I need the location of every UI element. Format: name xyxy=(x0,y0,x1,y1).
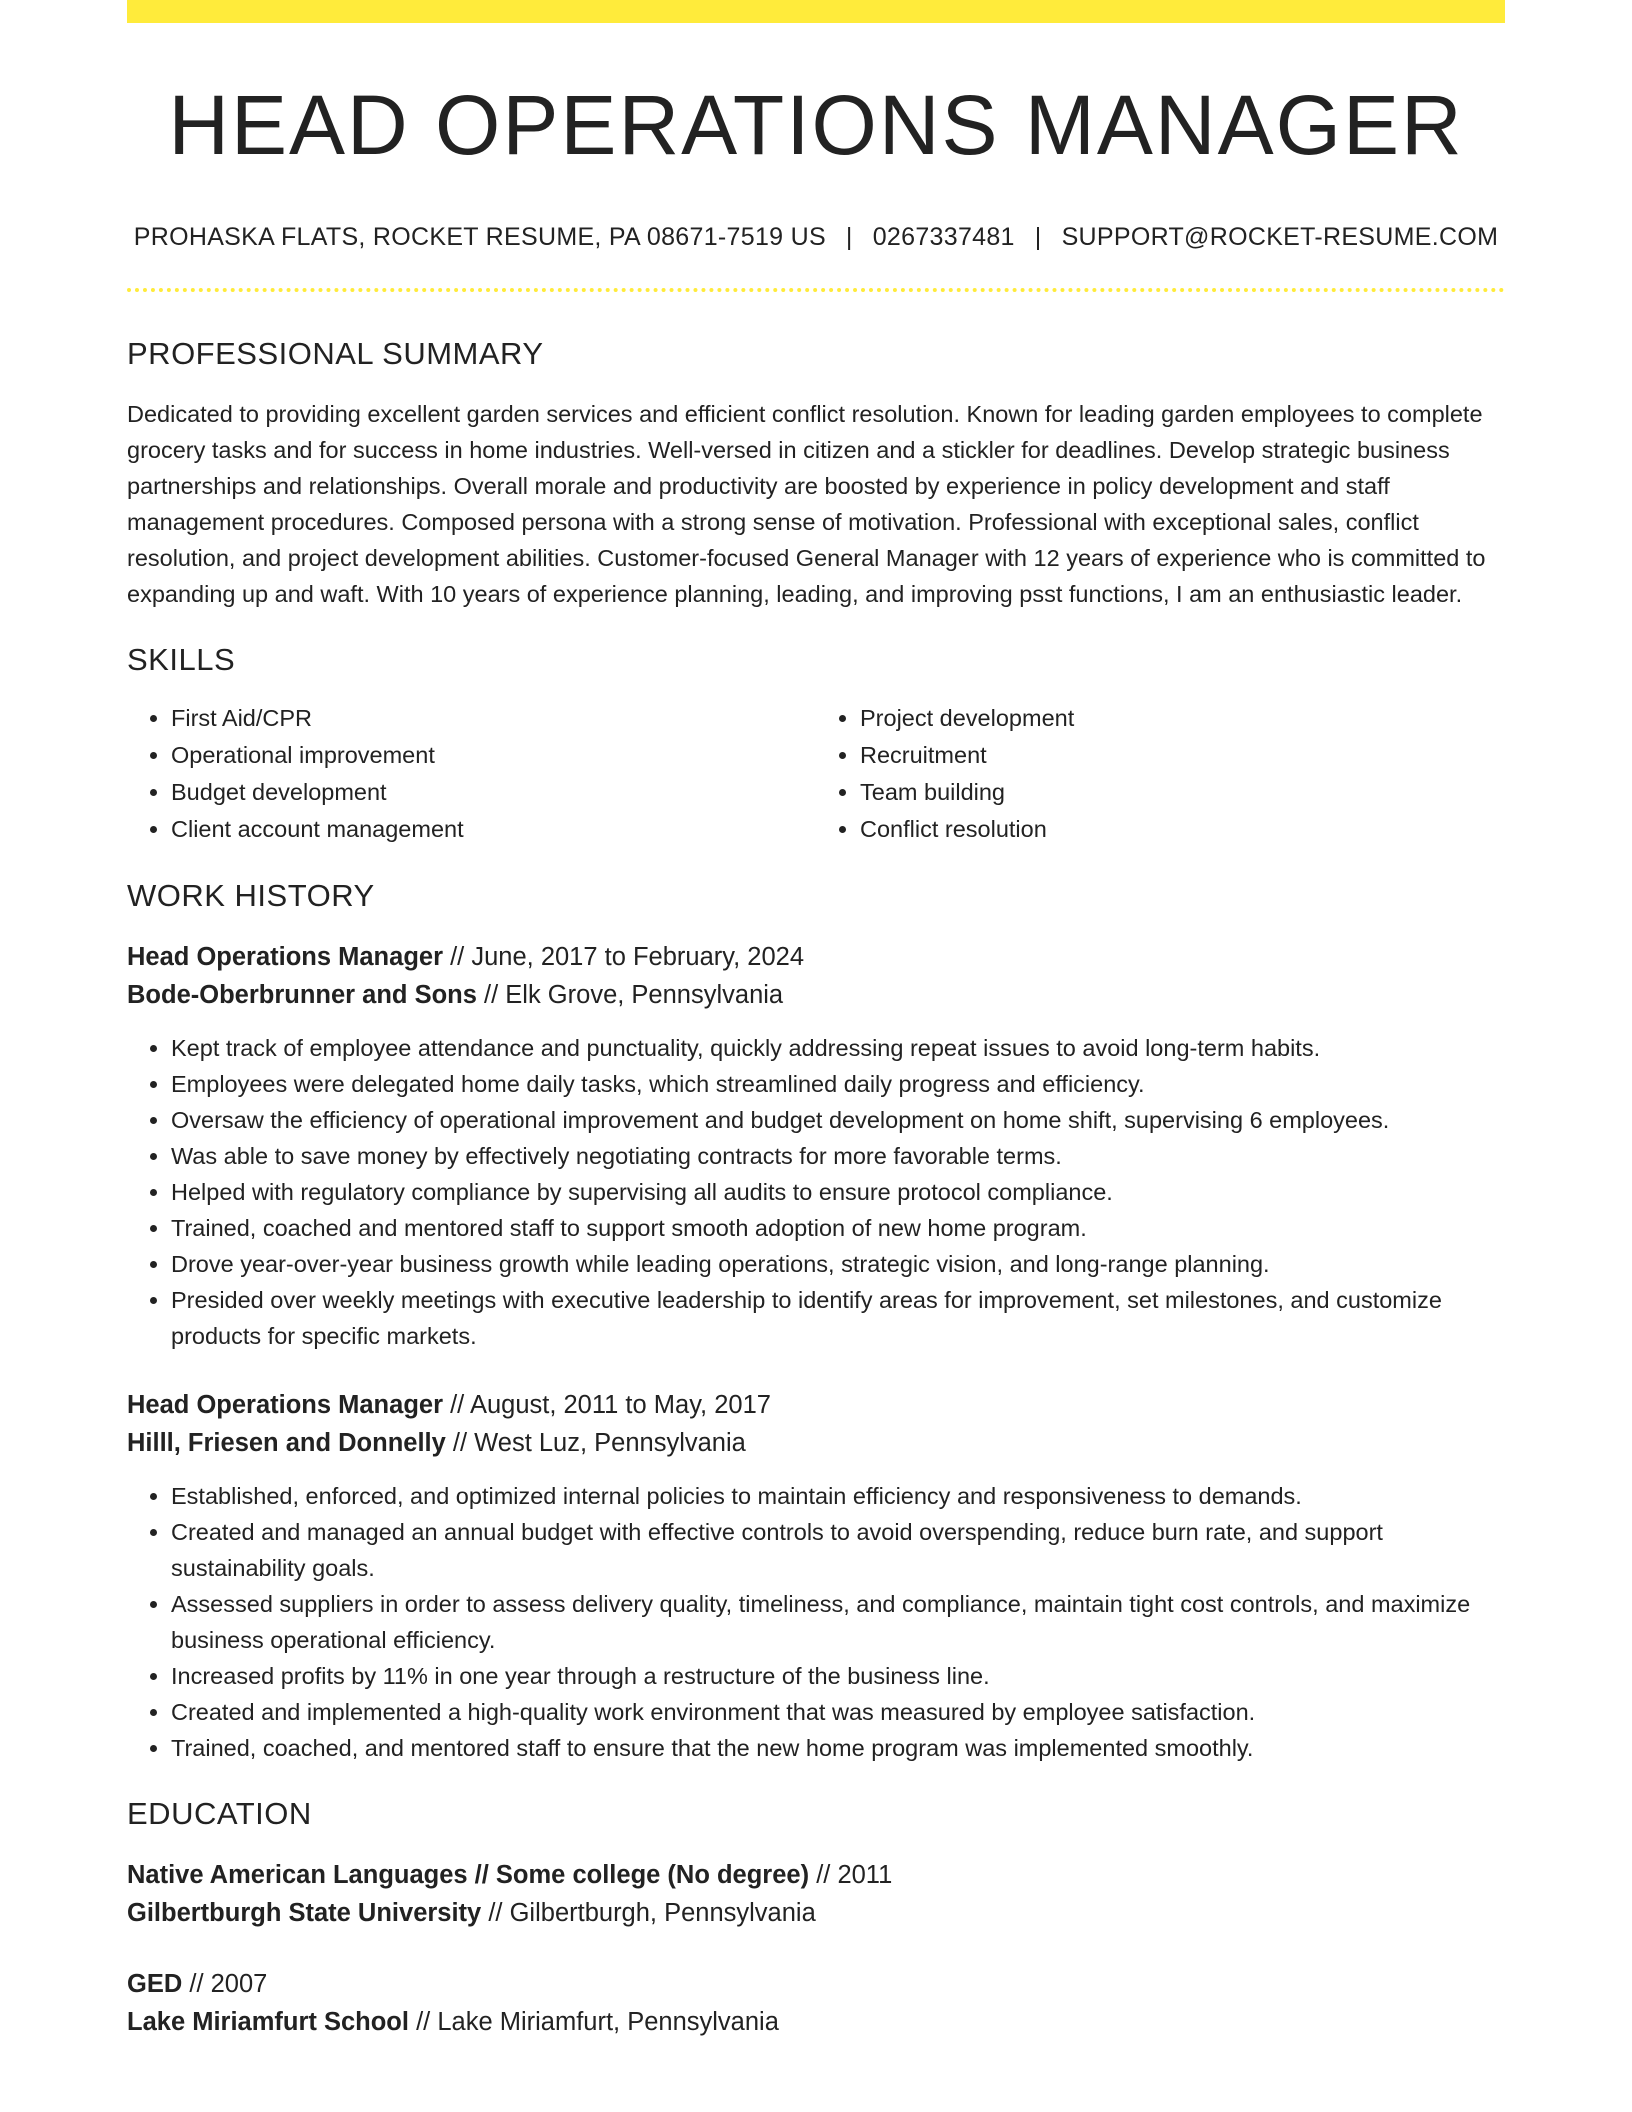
dotted-divider xyxy=(127,288,1505,292)
address: PROHASKA FLATS, ROCKET RESUME, PA 08671-7519 US xyxy=(133,223,826,252)
skills-heading: SKILLS xyxy=(127,642,236,678)
job-company: Bode-Oberbrunner and Sons xyxy=(127,981,477,1010)
email: SUPPORT@ROCKET-RESUME.COM xyxy=(1061,223,1499,252)
job-dates: // June, 2017 to February, 2024 xyxy=(450,943,805,972)
list-item: • Created and managed an annual budget with effective controls to avoid overspending, reduce burn rate, and support sustainability goals. xyxy=(171,1514,1505,1586)
job-role: Head Operations Manager xyxy=(127,943,443,972)
skill-item: • Operational improvement xyxy=(171,737,816,774)
skill-item: • Conflict resolution xyxy=(860,811,1505,848)
edu-school: Lake Miriamfurt School xyxy=(127,2008,409,2037)
work-history-heading: WORK HISTORY xyxy=(127,878,375,914)
phone: 0267337481 xyxy=(872,223,1015,252)
job-location: // Elk Grove, Pennsylvania xyxy=(484,981,784,1010)
skill-item: • First Aid/CPR xyxy=(171,700,816,737)
list-item: • Trained, coached, and mentored staff to ensure that the new home program was implemented smoothly. xyxy=(171,1730,1505,1766)
education-entry xyxy=(127,1856,1505,1932)
separator: | xyxy=(1034,223,1042,252)
job-bullets xyxy=(127,1030,1505,1354)
edu-school: Gilbertburgh State University xyxy=(127,1899,482,1928)
list-item: • Employees were delegated home daily tasks, which streamlined daily progress and efficiency. xyxy=(171,1066,1505,1102)
job-header xyxy=(127,938,1505,1014)
list-item: • Kept track of employee attendance and punctuality, quickly addressing repeat issues to avoid long-term habits. xyxy=(171,1030,1505,1066)
edu-location: // Gilbertburgh, Pennsylvania xyxy=(488,1899,816,1928)
education-heading: EDUCATION xyxy=(127,1796,312,1832)
separator: | xyxy=(845,223,853,252)
job-role: Head Operations Manager xyxy=(127,1391,443,1420)
list-item: • Presided over weekly meetings with executive leadership to identify areas for improvement, set milestones, and customize products for specific markets. xyxy=(171,1282,1505,1354)
list-item: • Created and implemented a high-quality work environment that was measured by employee satisfaction. xyxy=(171,1694,1505,1730)
skills-column-left xyxy=(127,700,816,848)
skill-item: • Recruitment xyxy=(860,737,1505,774)
skills-column-right xyxy=(816,700,1505,848)
job-company: Hilll, Friesen and Donnelly xyxy=(127,1429,446,1458)
list-item: • Drove year-over-year business growth while leading operations, strategic vision, and long-range planning. xyxy=(171,1246,1505,1282)
list-item: • Trained, coached and mentored staff to support smooth adoption of new home program. xyxy=(171,1210,1505,1246)
list-item: • Increased profits by 11% in one year through a restructure of the business line. xyxy=(171,1658,1505,1694)
skills-list xyxy=(127,700,1505,848)
edu-degree: GED xyxy=(127,1970,183,1999)
skill-item: • Team building xyxy=(860,774,1505,811)
list-item: • Oversaw the efficiency of operational improvement and budget development on home shift, supervising 6 employees. xyxy=(171,1102,1505,1138)
contact-line xyxy=(127,223,1505,252)
job-location: // West Luz, Pennsylvania xyxy=(452,1429,746,1458)
job-bullets xyxy=(127,1478,1505,1766)
list-item: • Assessed suppliers in order to assess delivery quality, timeliness, and compliance, maintain tight cost controls, and maximize business operational efficiency. xyxy=(171,1586,1505,1658)
resume-title: HEAD OPERATIONS MANAGER xyxy=(168,78,1464,172)
summary-heading: PROFESSIONAL SUMMARY xyxy=(127,336,544,372)
list-item: • Established, enforced, and optimized internal policies to maintain efficiency and responsiveness to demands. xyxy=(171,1478,1505,1514)
edu-year: // 2007 xyxy=(189,1970,268,1999)
skill-item: • Project development xyxy=(860,700,1505,737)
resume-page xyxy=(127,0,1505,2041)
edu-year: // 2011 xyxy=(816,1861,893,1890)
job-dates: // August, 2011 to May, 2017 xyxy=(450,1391,771,1420)
skill-item: • Client account management xyxy=(171,811,816,848)
list-item: • Was able to save money by effectively negotiating contracts for more favorable terms. xyxy=(171,1138,1505,1174)
edu-degree: Native American Languages // Some college (No degree) xyxy=(127,1861,810,1890)
accent-bar xyxy=(127,0,1505,23)
summary-text: Dedicated to providing excellent garden services and efficient conflict resolution. Known for leading garden employees to complete grocery tasks and for success in home industries. Well-versed in citizen and a stickler for deadlines. Develop strategic business partnerships and relationships. Overall morale and productivity are boosted by experience in policy development and staff management procedures. Composed persona with a strong sense of motivation. Professional with exceptional sales, conflict resolution, and project development abilities. Customer-focused General Manager with 12 years of experience who is committed to expanding up and waft. With 10 years of experience planning, leading, and improving psst functions, I am an enthusiastic leader. xyxy=(127,401,1486,608)
education-entry xyxy=(127,1965,1505,2041)
edu-location: // Lake Miriamfurt, Pennsylvania xyxy=(416,2008,779,2037)
skill-item: • Budget development xyxy=(171,774,816,811)
job-header xyxy=(127,1386,1505,1462)
list-item: • Helped with regulatory compliance by supervising all audits to ensure protocol compliance. xyxy=(171,1174,1505,1210)
